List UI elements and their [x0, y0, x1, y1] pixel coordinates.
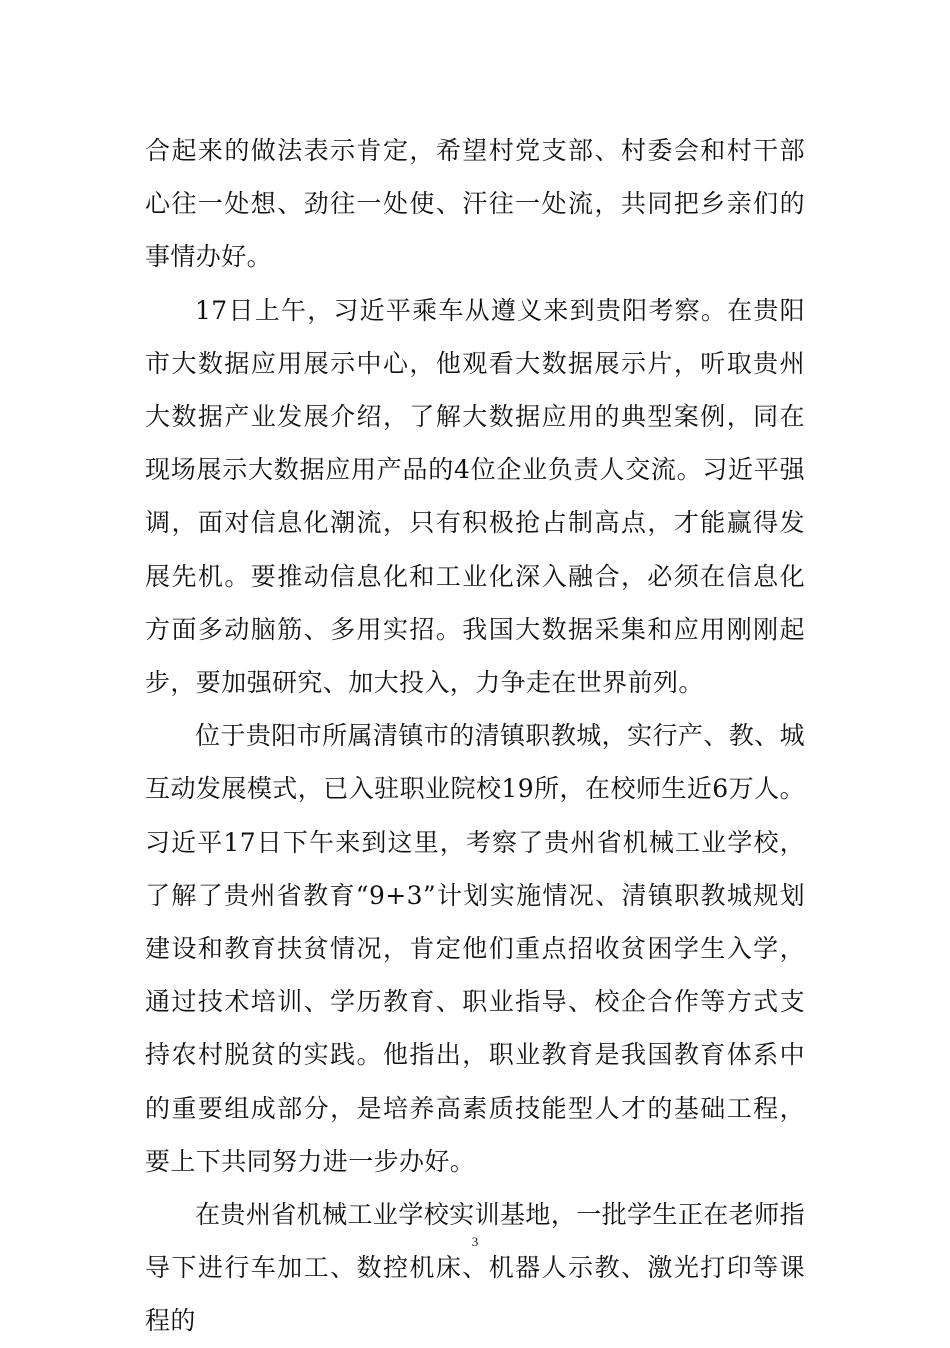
paragraph-training-base: 在贵州省机械工业学校实训基地，一批学生正在老师指导下进行车加工、数控机床、机器人示教、激光打印等课程的	[145, 1200, 805, 1336]
paragraph-qingzhen-vocational-city: 位于贵阳市所属清镇市的清镇职教城，实行产、教、城互动发展模式，已入驻职业院校19所，在校师生近6万人。习近平17日下午来到这里，考察了贵州省机械工业学校，了解了贵州省教育“9+3”计划实施情况、清镇职教城规划建设和教育扶贫情况，肯定他们重点招收贫困学生入学，通过技术培训、学历教育、职业指导、校企合作等方式支持农村脱贫的实践。他指出，职业教育是我国教育体系中的重要组成部分，是培养高素质技能型人才的基础工程，要上下共同努力进一步办好。	[145, 721, 805, 1176]
page-number: 3	[471, 1234, 479, 1249]
paragraph-continuation: 合起来的做法表示肯定，希望村党支部、村委会和村干部心往一处想、劲往一处使、汗往一处流，共同把乡亲们的事情办好。	[145, 136, 805, 272]
document-body	[145, 124, 805, 1348]
paragraph-guiyang-big-data: 17日上午，习近平乘车从遵义来到贵阳考察。在贵阳市大数据应用展示中心，他观看大数据展示片，听取贵州大数据产业发展介绍，了解大数据应用的典型案例，同在现场展示大数据应用产品的4位企业负责人交流。习近平强调，面对信息化潮流，只有积极抢占制高点，才能赢得发展先机。要推动信息化和工业化深入融合，必须在信息化方面多动脑筋、多用实招。我国大数据采集和应用刚刚起步，要加强研究、加大投入，力争走在世界前列。	[145, 295, 805, 698]
